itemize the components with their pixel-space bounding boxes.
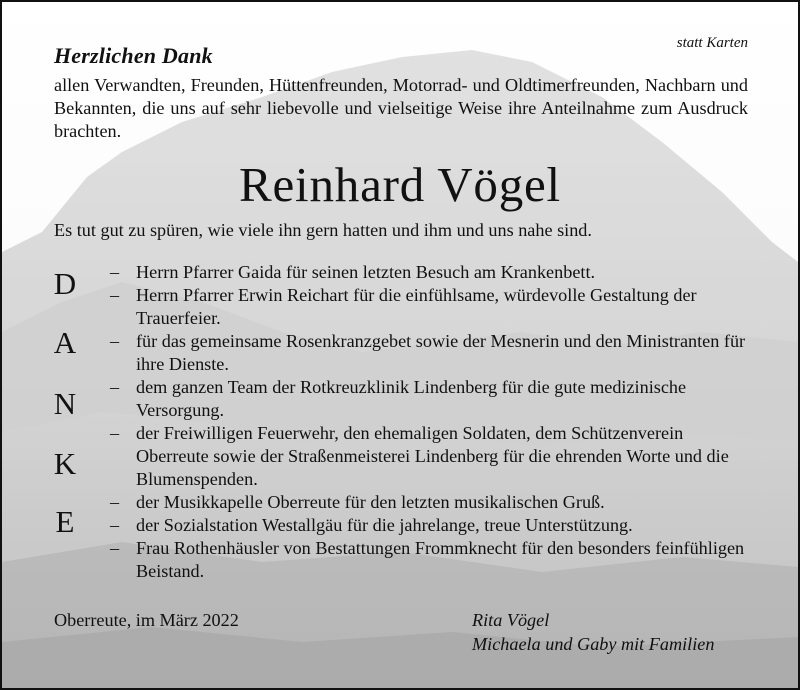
deceased-name: Reinhard Vögel [239, 157, 561, 212]
danke-letter-a: A [53, 325, 77, 360]
list-item [110, 491, 750, 514]
thanks-list [110, 261, 750, 583]
dash-bullet: – [110, 492, 120, 512]
thanks-text: Herrn Pfarrer Gaida für seinen letzten Besuch am Krankenbett. [136, 262, 596, 282]
list-item [110, 376, 750, 422]
thanks-text: der Freiwilligen Feuerwehr, den ehemaligen Soldaten, dem Schützenverein Oberreute sowie der Straßenmeisterei Lindenberg für die ehrenden Worte und die Blumenspenden. [136, 423, 729, 489]
signatures [472, 608, 714, 656]
intro-paragraph: allen Verwandten, Freunden, Hüttenfreunden, Motorrad- und Oldtimerfreunden, Nachbarn und Bekannten, die uns auf sehr liebevolle und vielseitige Weise ihre Anteilnahme zum Ausdruck brachten. [54, 75, 748, 141]
subtitle-line: Es tut gut zu spüren, wie viele ihn gern hatten und ihm und uns nahe sind. [54, 220, 592, 240]
heading-herzlichen-dank: Herzlichen Dank [54, 43, 213, 68]
dash-bullet: – [110, 515, 120, 535]
dash-bullet: – [110, 331, 120, 351]
danke-letter-e: E [55, 504, 75, 539]
place-date: Oberreute, im März 2022 [54, 610, 239, 630]
thanks-text: Frau Rothenhäusler von Bestattungen Frommknecht für den besonders feinfühligen Beistand. [136, 538, 745, 581]
statt-karten-note: statt Karten [676, 35, 748, 51]
danke-letter-d: D [53, 266, 77, 301]
thanks-text: der Musikkapelle Oberreute für den letzten musikalischen Gruß. [136, 492, 605, 512]
thanks-text: der Sozialstation Westallgäu für die jahrelange, treue Unterstützung. [136, 515, 633, 535]
dash-bullet: – [110, 377, 120, 397]
list-item [110, 514, 750, 537]
list-item [110, 537, 750, 583]
danke-letter-k: K [53, 446, 77, 481]
thanks-text: Herrn Pfarrer Erwin Reichart für die einfühlsame, würdevolle Gestaltung der Trauerfeier. [136, 285, 697, 328]
dash-bullet: – [110, 423, 120, 443]
list-item [110, 284, 750, 330]
thanks-text: dem ganzen Team der Rotkreuzklinik Lindenberg für die gute medizinische Versorgung. [136, 377, 687, 420]
dash-bullet: – [110, 262, 120, 282]
danke-letter-n: N [53, 386, 77, 421]
dash-bullet: – [110, 285, 120, 305]
signature-rita: Rita Vögel [472, 610, 550, 630]
dash-bullet: – [110, 538, 120, 558]
list-item [110, 330, 750, 376]
signature-family: Michaela und Gaby mit Familien [472, 634, 715, 654]
thanks-text: für das gemeinsame Rosenkranzgebet sowie der Mesnerin und den Ministranten für ihre Dienste. [136, 331, 746, 374]
list-item [110, 261, 750, 284]
list-item [110, 422, 750, 491]
